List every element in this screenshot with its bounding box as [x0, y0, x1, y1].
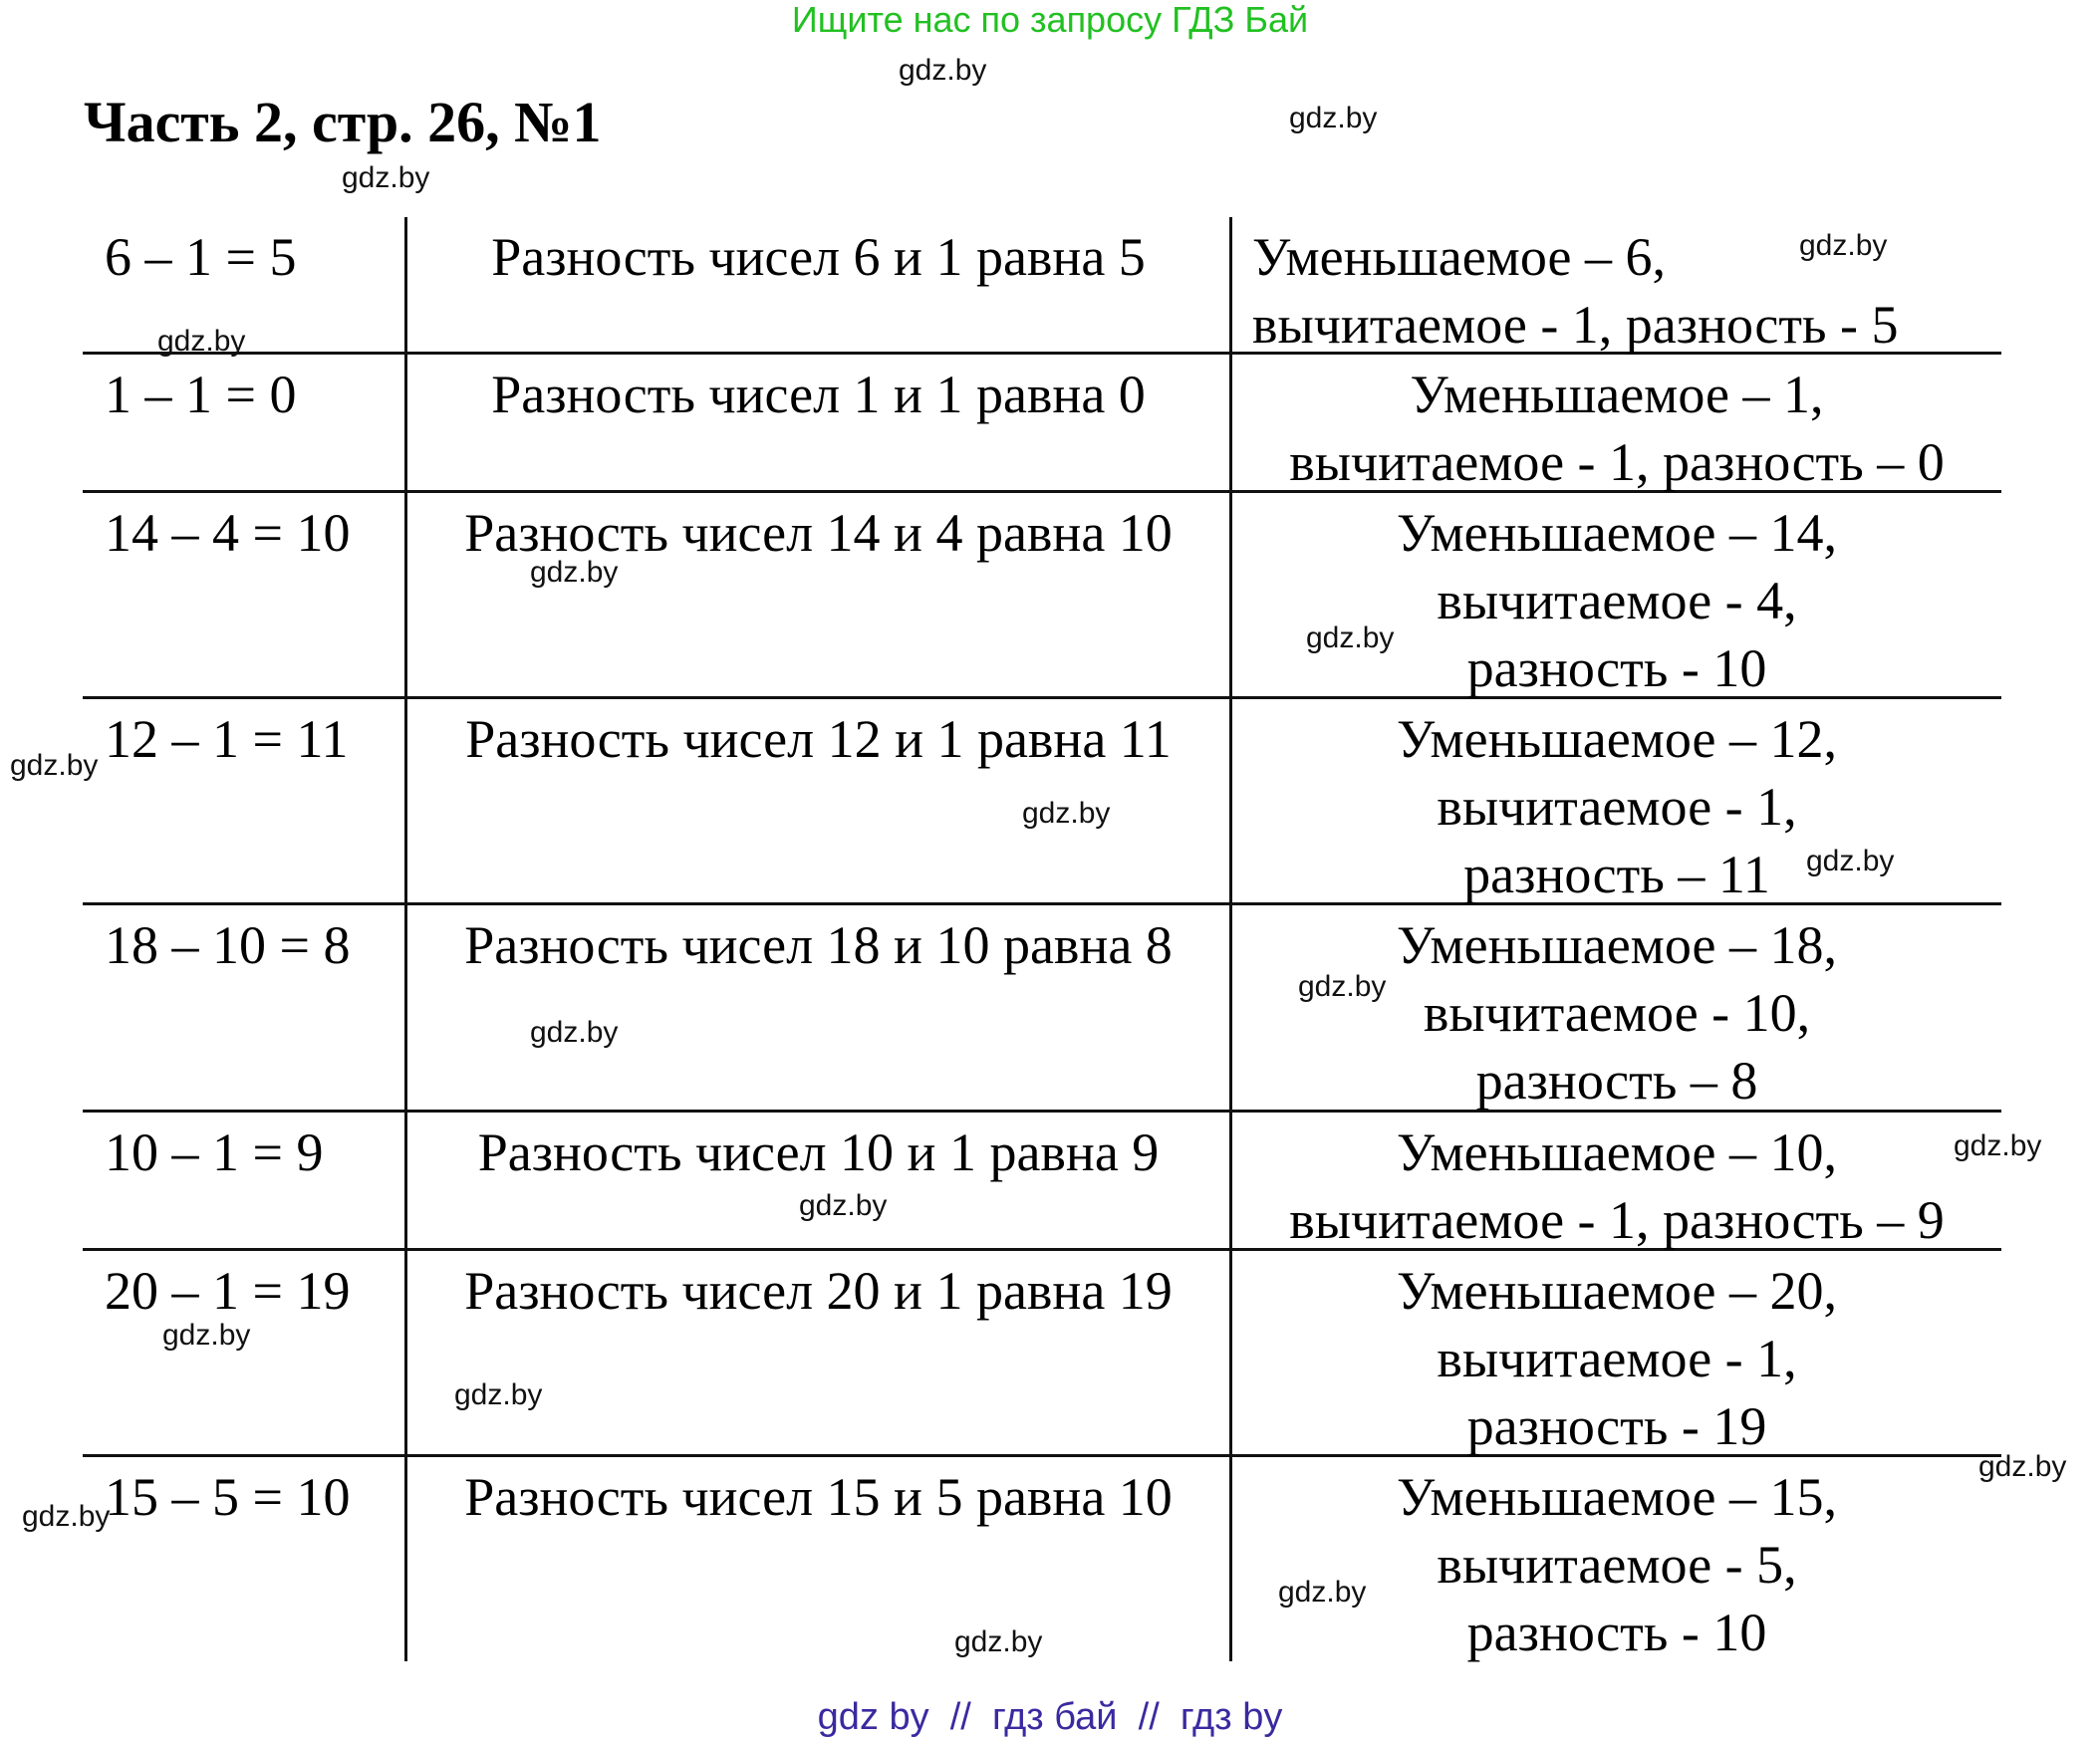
component-names-cell — [1232, 1113, 2001, 1248]
table-row — [83, 1251, 2001, 1457]
watermark-text: gdz.by — [1799, 229, 1888, 262]
component-names-line: разность - 19 — [1466, 1396, 1767, 1456]
component-names-line: вычитаемое - 1, разность – 0 — [1289, 432, 1945, 492]
sentence-cell: Разность чисел 20 и 1 равна 19 — [407, 1251, 1232, 1454]
watermark-text: gdz.by — [342, 161, 430, 194]
component-names-line: Уменьшаемое – 18, — [1397, 915, 1837, 975]
component-names-line: Уменьшаемое – 6, — [1252, 227, 1666, 287]
table-row — [83, 1113, 2001, 1251]
watermark-text: gdz.by — [10, 749, 99, 782]
equation-cell: 12 – 1 = 11 — [83, 699, 407, 902]
watermark-text: gdz.by — [1806, 845, 1895, 877]
sentence-cell: Разность чисел 12 и 1 равна 11 — [407, 699, 1232, 902]
component-names-line: разность – 11 — [1463, 845, 1770, 904]
component-names-line: вычитаемое - 4, — [1437, 571, 1797, 630]
component-names-cell — [1232, 355, 2001, 490]
equation-cell: 6 – 1 = 5 — [83, 217, 407, 352]
component-names-cell — [1232, 1457, 2001, 1661]
watermark-text: gdz.by — [1306, 621, 1395, 654]
component-names-line: Уменьшаемое – 12, — [1397, 709, 1837, 769]
sentence-cell: Разность чисел 15 и 5 равна 10 — [407, 1457, 1232, 1661]
component-names-line: разность - 10 — [1466, 638, 1767, 698]
component-names-line: вычитаемое - 1, разность – 9 — [1289, 1190, 1945, 1250]
component-names-line: вычитаемое - 1, разность - 5 — [1252, 295, 1899, 355]
watermark-text: gdz.by — [1298, 970, 1387, 1003]
sentence-cell: Разность чисел 14 и 4 равна 10 — [407, 493, 1232, 696]
page-title: Часть 2, стр. 26, №1 — [84, 90, 602, 154]
component-names-cell — [1232, 493, 2001, 696]
table-row — [83, 355, 2001, 493]
sentence-cell: Разность чисел 10 и 1 равна 9 — [407, 1113, 1232, 1248]
component-names-line: вычитаемое - 10, — [1423, 983, 1811, 1043]
table-row — [83, 493, 2001, 699]
equation-cell: 15 – 5 = 10 — [83, 1457, 407, 1661]
component-names-line: Уменьшаемое – 10, — [1397, 1122, 1837, 1182]
equation-cell: 10 – 1 = 9 — [83, 1113, 407, 1248]
component-names-line: Уменьшаемое – 14, — [1397, 503, 1837, 563]
equation-cell: 14 – 4 = 10 — [83, 493, 407, 696]
watermark-text: gdz.by — [530, 556, 619, 589]
component-names-line: вычитаемое - 5, — [1437, 1535, 1797, 1595]
footer-watermark: gdz by // гдз бай // гдз by — [817, 1696, 1283, 1738]
equation-cell: 20 – 1 = 19 — [83, 1251, 407, 1454]
watermark-text: gdz.by — [454, 1378, 543, 1411]
watermark-text: gdz.by — [1022, 797, 1111, 830]
watermark-text: gdz.by — [954, 1625, 1043, 1658]
component-names-line: вычитаемое - 1, — [1437, 1329, 1797, 1388]
sentence-cell: Разность чисел 6 и 1 равна 5 — [407, 217, 1232, 352]
component-names-cell — [1232, 1251, 2001, 1454]
sentence-cell: Разность чисел 1 и 1 равна 0 — [407, 355, 1232, 490]
watermark-text: gdz.by — [1978, 1450, 2067, 1483]
watermark-text: gdz.by — [1954, 1129, 2042, 1162]
watermark-text: gdz.by — [157, 325, 246, 358]
component-names-line: разность – 8 — [1475, 1051, 1758, 1111]
search-hint-banner: Ищите нас по запросу ГДЗ Бай — [791, 0, 1309, 40]
watermark-text: gdz.by — [1278, 1576, 1367, 1609]
watermark-text: gdz.by — [1289, 102, 1378, 134]
watermark-text: gdz.by — [162, 1319, 251, 1352]
watermark-text: gdz.by — [22, 1500, 111, 1533]
sentence-cell: Разность чисел 18 и 10 равна 8 — [407, 905, 1232, 1110]
watermark-text: gdz.by — [530, 1016, 619, 1049]
component-names-line: разность - 10 — [1466, 1603, 1767, 1662]
table-row — [83, 217, 2001, 355]
component-names-line: Уменьшаемое – 1, — [1410, 365, 1824, 424]
answer-table — [83, 217, 2001, 1661]
watermark-text: gdz.by — [799, 1189, 888, 1222]
equation-cell: 1 – 1 = 0 — [83, 355, 407, 490]
component-names-line: Уменьшаемое – 20, — [1397, 1261, 1837, 1321]
equation-cell: 18 – 10 = 8 — [83, 905, 407, 1110]
component-names-cell — [1232, 905, 2001, 1110]
component-names-line: вычитаемое - 1, — [1437, 777, 1797, 837]
table-row — [83, 905, 2001, 1113]
watermark-text: gdz.by — [899, 54, 987, 87]
component-names-line: Уменьшаемое – 15, — [1397, 1467, 1837, 1527]
